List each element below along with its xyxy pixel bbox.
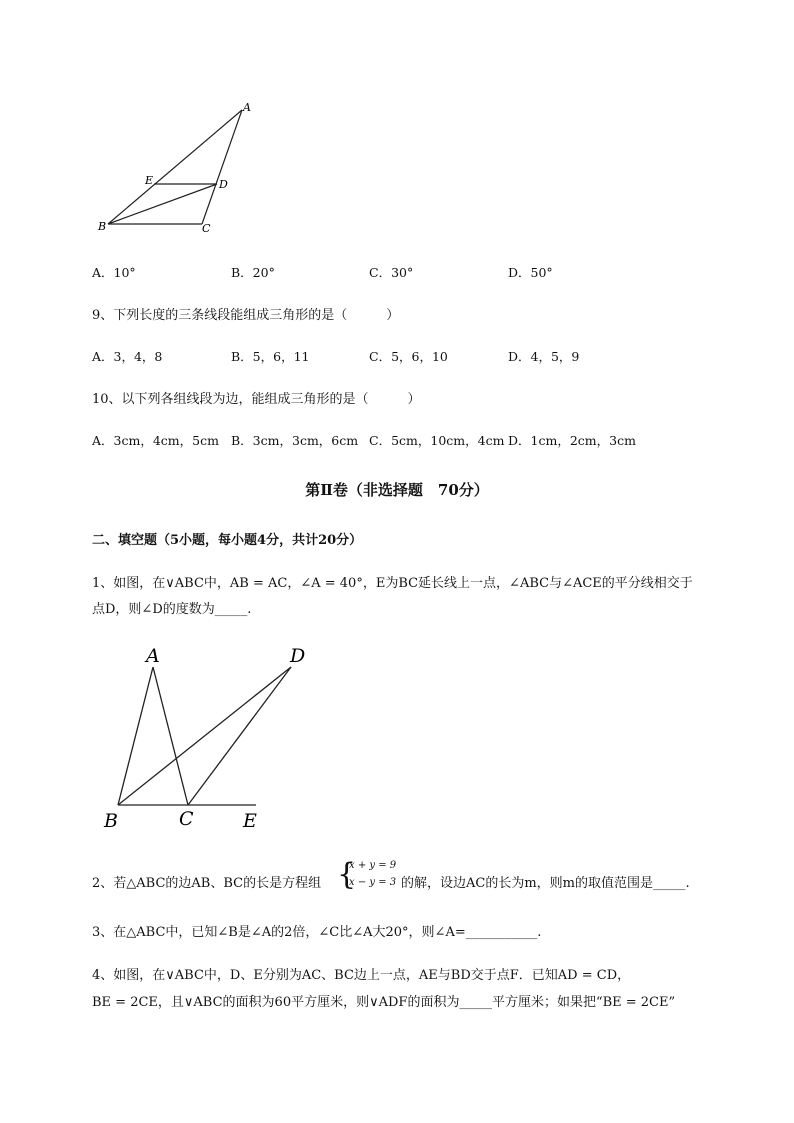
q8-option-c[interactable]: C．30° bbox=[369, 265, 414, 280]
section2-title: 二、填空题（5小题，每小题4分，共计20分） bbox=[92, 533, 363, 548]
part2-title: 第Ⅱ卷（非选择题 70分） bbox=[305, 481, 489, 499]
q10-option-b[interactable]: B．3cm，3cm，6cm bbox=[231, 433, 359, 448]
figure-triangle-ebdc bbox=[90, 98, 260, 238]
segment-bd bbox=[108, 184, 217, 224]
label-b: B bbox=[98, 220, 107, 233]
fill1-line2: 点D，则∠D的度数为_____. bbox=[92, 602, 252, 617]
q10-option-d[interactable]: D．1cm，2cm，3cm bbox=[508, 433, 636, 448]
fill2-pre: 2、若△ABC的边AB、BC的长是方程组 bbox=[92, 876, 322, 891]
q9-option-b[interactable]: B．5，6，11 bbox=[231, 349, 310, 364]
fill4-line1: 4、如图，在∨ABC中，D、E分别为AC、BC边上一点，AE与BD交于点F．已知AD = CD， bbox=[92, 968, 631, 983]
system-eq2: x − y = 3 bbox=[349, 877, 397, 888]
q10-option-c[interactable]: C．5cm，10cm，4cm bbox=[369, 433, 505, 448]
label-e: E bbox=[243, 810, 257, 832]
fill1-line1: 1、如图，在∨ABC中，AB = AC，∠A = 40°，E为BC延长线上一点，∠ABC与∠ACE的平分线相交于 bbox=[92, 576, 693, 591]
q9-option-c[interactable]: C．5，6，10 bbox=[369, 349, 448, 364]
label-b: B bbox=[104, 810, 118, 832]
fill2-post: 的解，设边AC的长为m，则m的取值范围是_____. bbox=[401, 876, 690, 891]
system-brace: { bbox=[337, 857, 357, 892]
figure-angle-bisectors bbox=[98, 642, 318, 834]
label-a: A bbox=[146, 645, 160, 667]
q9-option-d[interactable]: D．4，5，9 bbox=[508, 349, 580, 364]
system-eq1: x + y = 9 bbox=[349, 860, 397, 871]
label-c: C bbox=[179, 808, 194, 830]
label-c: C bbox=[202, 222, 211, 235]
segment-bd bbox=[118, 667, 291, 805]
q10-option-a[interactable]: A．3cm，4cm，5cm bbox=[92, 433, 219, 448]
fill3: 3、在△ABC中，已知∠B是∠A的2倍，∠C比∠A大20°，则∠A=___________. bbox=[92, 925, 542, 940]
q8-option-b[interactable]: B．20° bbox=[231, 265, 275, 280]
fill4-line2: BE = 2CE，且∨ABC的面积为60平方厘米，则∨ADF的面积为_____平方厘米；如果把“BE = 2CE” bbox=[92, 995, 676, 1010]
label-e: E bbox=[145, 174, 154, 187]
q10-stem: 10、以下列各组线段为边，能组成三角形的是（ ） bbox=[92, 392, 421, 407]
label-a: A bbox=[243, 101, 251, 114]
label-d: D bbox=[290, 645, 306, 667]
segment-ab bbox=[118, 667, 153, 805]
label-d: D bbox=[219, 178, 228, 191]
segment-ac bbox=[153, 667, 188, 805]
q9-option-a[interactable]: A．3，4，8 bbox=[92, 349, 163, 364]
q9-stem: 9、下列长度的三条线段能组成三角形的是（ ） bbox=[92, 308, 400, 323]
segment-cd bbox=[188, 667, 291, 805]
q8-option-a[interactable]: A．10° bbox=[92, 265, 136, 280]
q8-option-d[interactable]: D．50° bbox=[508, 265, 553, 280]
